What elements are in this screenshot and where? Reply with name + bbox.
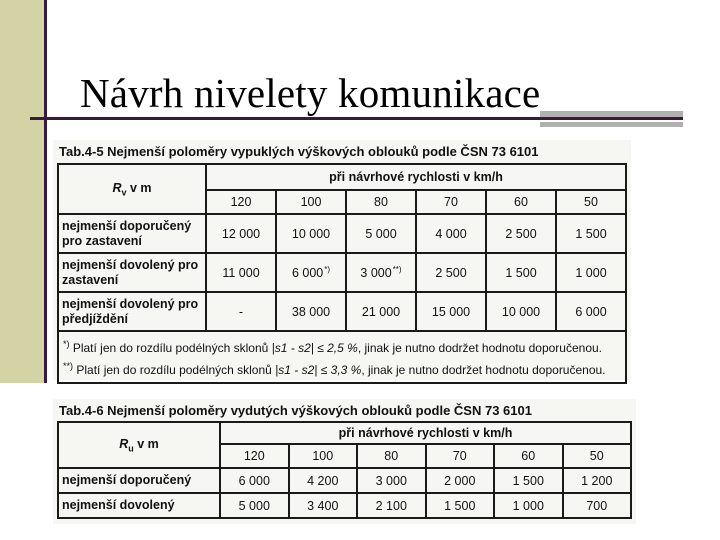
speed-column-header: 80 — [346, 190, 416, 214]
footnote-marker: *) — [63, 339, 70, 349]
speed-column-header: 100 — [276, 190, 346, 214]
decorative-side-bar — [0, 0, 46, 383]
value-cell — [486, 214, 556, 253]
value-cell — [494, 468, 563, 493]
value-cell — [220, 493, 289, 518]
table-row — [58, 214, 626, 253]
value-cell — [556, 292, 626, 331]
value-cell — [346, 253, 416, 292]
value-cell — [416, 253, 486, 292]
table-caption: Tab.4-6 Nejmenší poloměry vydutých výškových oblouků podle ČSN 73 6101 — [59, 403, 532, 418]
value-text: 1 500 — [512, 473, 544, 488]
value-text: 3 400 — [307, 498, 339, 513]
table-row — [58, 468, 631, 493]
value-text: 1 500 — [575, 226, 607, 241]
value-text: 2 500 — [505, 226, 537, 241]
speed-column-header: 70 — [426, 444, 495, 468]
row-header-cell — [58, 422, 220, 468]
value-cell — [276, 292, 346, 331]
value-cell — [206, 292, 276, 331]
value-text: 1 500 — [505, 265, 537, 280]
footnote-text: Platí jen do rozdílu podélných sklonů — [69, 341, 272, 355]
value-cell — [220, 468, 289, 493]
value-cell — [556, 214, 626, 253]
speed-column-header: 50 — [563, 444, 632, 468]
footnote-marker: **) — [63, 361, 74, 371]
value-text: 5 000 — [238, 498, 270, 513]
value-cell — [346, 292, 416, 331]
value-cell — [416, 214, 486, 253]
speed-column-header: 120 — [220, 444, 289, 468]
footnote-line — [63, 335, 621, 357]
value-cell — [357, 468, 426, 493]
table-row — [58, 292, 626, 331]
value-cell — [486, 292, 556, 331]
row-label: nejmenší dovolený pro předjíždění — [58, 292, 206, 331]
value-cell — [289, 468, 358, 493]
row-label: nejmenší dovolený — [58, 493, 220, 518]
value-cell — [494, 493, 563, 518]
value-cell — [416, 292, 486, 331]
speed-column-header: 50 — [556, 190, 626, 214]
concave-radius-table — [57, 421, 632, 519]
footnote-text: Platí jen do rozdílu podélných sklonů — [73, 363, 276, 377]
value-cell — [426, 468, 495, 493]
value-text: 4 200 — [307, 473, 339, 488]
value-text: 10 000 — [291, 226, 331, 241]
footnotes-cell — [58, 331, 626, 383]
footnote-line — [63, 357, 621, 379]
value-cell — [206, 214, 276, 253]
table-convex-curves-image — [53, 140, 631, 380]
value-text: 5 000 — [365, 226, 397, 241]
value-text: 11 000 — [222, 265, 260, 280]
title-underline — [30, 117, 683, 120]
table-row — [58, 493, 631, 518]
speed-column-header: 100 — [289, 444, 358, 468]
value-text: 12 000 — [221, 226, 261, 241]
speed-header: při návrhové rychlosti v km/h — [206, 164, 626, 190]
table-caption: Tab.4-5 Nejmenší poloměry vypuklých výškových oblouků podle ČSN 73 6101 — [59, 144, 539, 159]
value-text: 2 000 — [444, 473, 476, 488]
speed-column-header: 120 — [206, 190, 276, 214]
row-header-cell — [58, 164, 206, 214]
row-label: nejmenší dovolený pro zastavení — [58, 253, 206, 292]
table-row — [58, 253, 626, 292]
value-cell — [357, 493, 426, 518]
footnote-text: , jinak je nutno dodržet hodnotu doporučenou. — [361, 363, 606, 377]
value-cell — [276, 214, 346, 253]
value-text: 6 000 — [575, 304, 607, 319]
value-text: - — [238, 304, 244, 319]
value-cell — [563, 468, 632, 493]
value-text: 21 000 — [361, 304, 401, 319]
row-header-symbol: R — [119, 436, 129, 451]
value-cell — [346, 214, 416, 253]
row-header-subscript: v — [121, 187, 127, 198]
value-text: 700 — [586, 498, 608, 513]
value-text: 3 000 — [375, 473, 407, 488]
footnote-mark: **) — [392, 264, 402, 274]
value-text: 2 500 — [435, 265, 467, 280]
speed-column-header: 60 — [486, 190, 556, 214]
value-cell — [563, 493, 632, 518]
side-bar-edge-line — [44, 0, 47, 383]
value-text: 3 000 — [360, 266, 392, 281]
value-text: 6 000 — [291, 266, 324, 281]
footnote-formula: |s1 - s2| ≤ 3,3 % — [275, 363, 362, 377]
speed-column-header: 60 — [494, 444, 563, 468]
speed-column-header: 70 — [416, 190, 486, 214]
value-cell — [556, 253, 626, 292]
slide-title: Návrh nivelety komunikace — [80, 70, 541, 117]
row-label: nejmenší doporučený pro zastavení — [58, 214, 206, 253]
value-text: 1 000 — [575, 265, 607, 280]
value-text: 4 000 — [435, 226, 467, 241]
value-cell — [289, 493, 358, 518]
row-header-unit: v m — [129, 180, 152, 195]
row-header-unit: v m — [137, 436, 159, 451]
value-cell — [206, 253, 276, 292]
convex-radius-table — [57, 163, 627, 384]
value-text: 1 000 — [512, 498, 544, 513]
speed-column-header: 80 — [357, 444, 426, 468]
footnote-text: , jinak je nutno dodržet hodnotu doporučenou. — [357, 341, 602, 355]
value-cell — [486, 253, 556, 292]
row-header-subscript: u — [128, 443, 134, 454]
row-header-symbol: R — [112, 180, 122, 195]
value-text: 10 000 — [501, 304, 541, 319]
value-text: 1 500 — [444, 498, 476, 513]
speed-header: při návrhové rychlosti v km/h — [220, 422, 631, 444]
footnote-formula: |s1 - s2| ≤ 2,5 % — [271, 341, 358, 355]
value-text: 6 000 — [238, 473, 270, 488]
value-text: 2 100 — [375, 498, 407, 513]
value-text: 1 200 — [581, 473, 613, 488]
footnote-mark: *) — [324, 264, 331, 274]
value-cell — [426, 493, 495, 518]
value-text: 38 000 — [291, 304, 331, 319]
value-text: 15 000 — [431, 304, 471, 319]
row-label: nejmenší doporučený — [58, 468, 220, 493]
value-cell — [276, 253, 346, 292]
title-rule-accent-top — [540, 111, 683, 117]
table-concave-curves-image — [53, 399, 636, 524]
title-rule-accent-bottom — [540, 122, 683, 127]
